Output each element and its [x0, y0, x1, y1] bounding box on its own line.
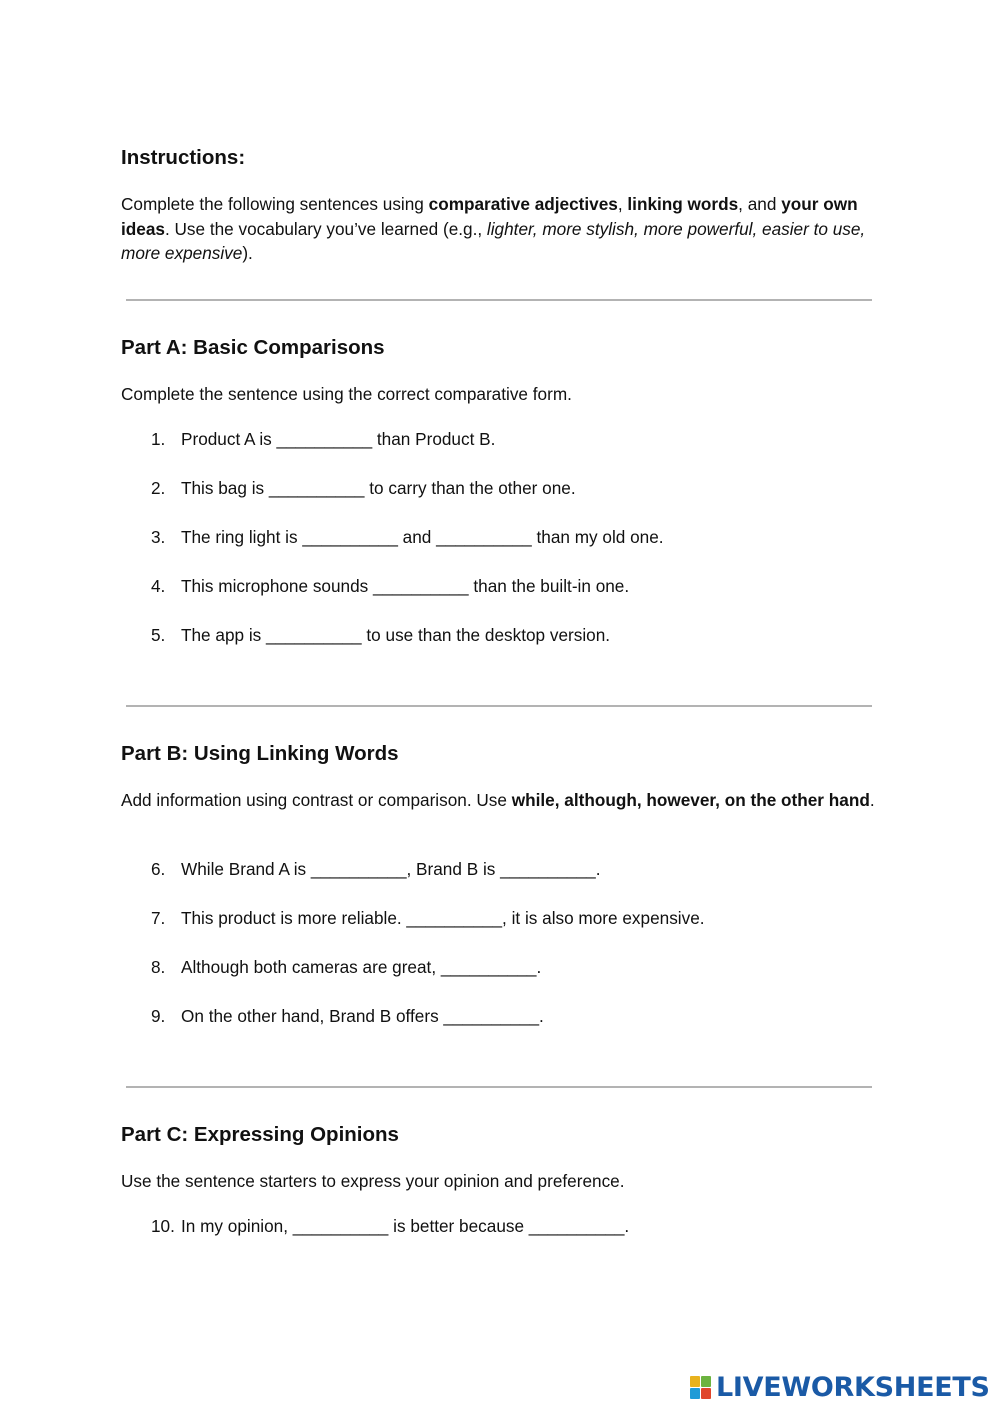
part-b-heading: Part B: Using Linking Words: [121, 742, 399, 765]
liveworksheets-logo[interactable]: [690, 1374, 990, 1402]
list-item: [121, 907, 705, 929]
item-text: This microphone sounds __________ than the built-in one.: [181, 576, 630, 596]
item-text: In my opinion, __________ is better because __________.: [181, 1216, 630, 1236]
section-divider: [126, 1086, 872, 1088]
section-divider: [126, 705, 872, 707]
item-text: The ring light is __________ and __________ than my old one.: [181, 527, 664, 547]
liveworksheets-logo-icon: [690, 1376, 712, 1400]
instructions-heading: Instructions:: [121, 146, 246, 169]
item-number: 3.: [151, 527, 166, 547]
item-text: The app is __________ to use than the desktop version.: [181, 625, 611, 645]
part-a-heading: Part A: Basic Comparisons: [121, 336, 385, 359]
list-item: [121, 1005, 544, 1027]
item-number: 8.: [151, 957, 166, 977]
list-item: [121, 858, 601, 880]
part-a-intro: Complete the sentence using the correct comparative form.: [121, 384, 572, 404]
item-text: This product is more reliable. __________, it is also more expensive.: [181, 908, 705, 928]
instructions-text: Complete the following sentences using comparative adjectives, linking words, and your own ideas. Use the vocabulary you’ve learned (e.g., lighter, more stylish, more powerful, easier to use, more expensive).: [121, 194, 866, 263]
list-item: [121, 526, 664, 548]
section-divider: [126, 299, 872, 301]
list-item: [121, 956, 542, 978]
part-b-intro: Add information using contrast or comparison. Use while, although, however, on the other hand.: [121, 790, 875, 810]
list-item: [121, 624, 611, 646]
part-c-intro: Use the sentence starters to express your opinion and preference.: [121, 1171, 625, 1191]
item-number: 2.: [151, 478, 166, 498]
item-number: 10.: [151, 1216, 175, 1236]
list-item: [121, 1215, 630, 1237]
item-text: This bag is __________ to carry than the other one.: [181, 478, 576, 498]
item-number: 5.: [151, 625, 166, 645]
list-item: [121, 477, 576, 499]
item-number: 9.: [151, 1006, 166, 1026]
item-text: While Brand A is __________, Brand B is __________.: [181, 859, 601, 879]
list-item: [121, 575, 630, 597]
item-number: 6.: [151, 859, 166, 879]
item-text: Product A is __________ than Product B.: [181, 429, 496, 449]
item-number: 7.: [151, 908, 166, 928]
item-text: On the other hand, Brand B offers __________.: [181, 1006, 544, 1026]
list-item: [121, 428, 496, 450]
logo-text: LIVEWORKSHEETS: [716, 1372, 990, 1403]
part-c-heading: Part C: Expressing Opinions: [121, 1123, 399, 1146]
item-text: Although both cameras are great, __________.: [181, 957, 542, 977]
item-number: 4.: [151, 576, 166, 596]
item-number: 1.: [151, 429, 166, 449]
